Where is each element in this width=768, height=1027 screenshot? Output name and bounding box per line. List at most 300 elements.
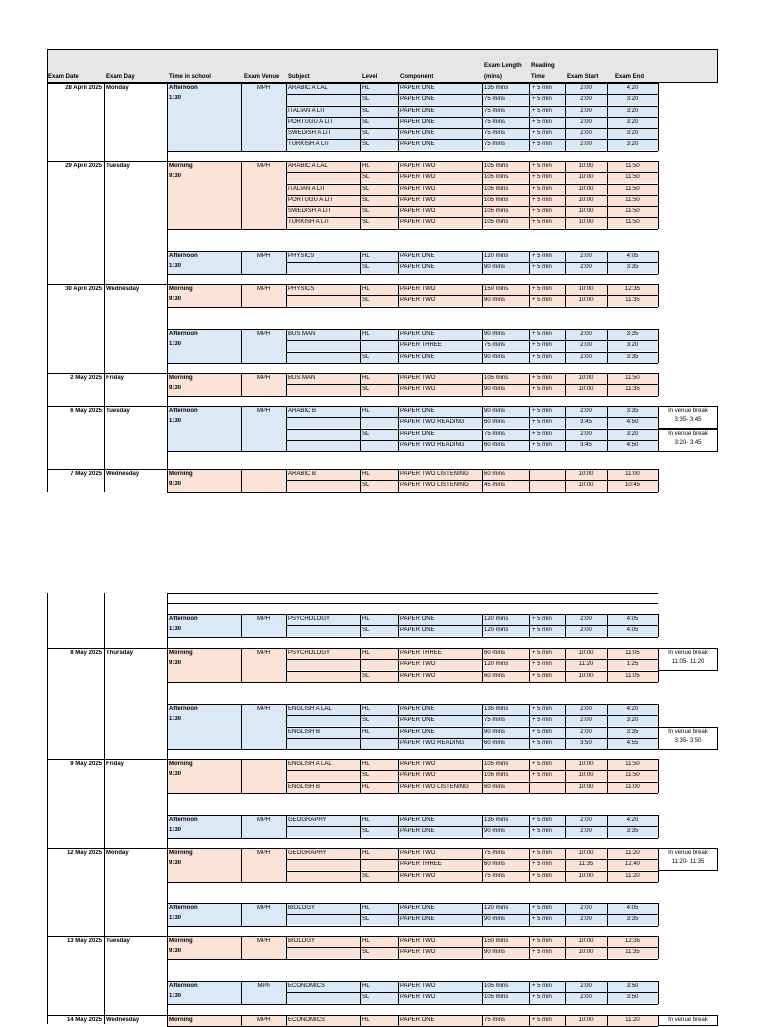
column-line bbox=[398, 284, 399, 307]
cell-subject: ARABIC B bbox=[288, 471, 317, 477]
exam-venue: MPH bbox=[256, 286, 271, 292]
cell-length: 60 mins bbox=[484, 442, 506, 448]
cell-length: 90 mins bbox=[484, 408, 506, 414]
row-divider bbox=[286, 128, 658, 129]
cell-reading: + 5 min bbox=[532, 673, 552, 679]
cell-component: PAPER TWO LISTENING bbox=[400, 784, 469, 790]
cell-end: 11:50 bbox=[625, 375, 640, 381]
cell-length: 105 mins bbox=[484, 772, 509, 778]
cell-end: 11:05 bbox=[625, 650, 640, 656]
row-divider bbox=[286, 727, 658, 728]
cell-end: 4:55 bbox=[626, 740, 639, 746]
cell-component: PAPER TWO bbox=[400, 949, 436, 955]
session-start-time: 9:30 bbox=[169, 660, 182, 666]
row-divider bbox=[286, 440, 658, 441]
session-top-line bbox=[167, 815, 286, 816]
column-line bbox=[529, 161, 530, 229]
cell-end: 4:20 bbox=[626, 817, 639, 823]
session-start-time: 9:30 bbox=[169, 385, 182, 391]
session-time: Afternoon bbox=[169, 253, 198, 259]
session-time: Afternoon bbox=[169, 85, 198, 91]
cell-reading: + 5 min bbox=[532, 253, 552, 259]
cell-subject: PHYSICS bbox=[288, 253, 315, 259]
cell-component: PAPER ONE bbox=[400, 331, 435, 337]
exam-date: 28 April 2025 bbox=[65, 85, 102, 91]
cell-end: 4:05 bbox=[626, 627, 639, 633]
cell-length: 120 mins bbox=[484, 253, 509, 259]
session-top-line bbox=[167, 251, 286, 252]
column-line bbox=[658, 83, 659, 151]
cell-end: 4:05 bbox=[626, 616, 639, 622]
note-line-1: In venue break bbox=[668, 850, 708, 856]
cell-length: 105 mins bbox=[484, 174, 509, 180]
venue-break-note bbox=[658, 429, 718, 452]
cell-length: 75 mins bbox=[484, 342, 506, 348]
session-start-time: 1:30 bbox=[169, 626, 182, 632]
cell-reading: + 5 min bbox=[532, 286, 552, 292]
cell-length: 90 mins bbox=[484, 949, 506, 955]
cell-length: 135 mins bbox=[484, 85, 509, 91]
cell-length: 75 mins bbox=[484, 108, 506, 114]
column-line bbox=[565, 936, 566, 959]
cell-component: PAPER ONE bbox=[400, 916, 435, 922]
cell-reading: + 5 min bbox=[532, 174, 552, 180]
header-exam-length-unit: (mins) bbox=[484, 74, 502, 80]
column-line bbox=[607, 469, 608, 492]
row-divider bbox=[286, 172, 658, 173]
cell-end: 3:20 bbox=[626, 108, 639, 114]
session-top-line bbox=[167, 284, 286, 285]
row-divider bbox=[286, 759, 658, 760]
column-line bbox=[565, 83, 566, 151]
note-line-1: In venue break bbox=[668, 650, 708, 656]
cell-start: 2:00 bbox=[580, 994, 592, 1000]
cell-end: 11:35 bbox=[625, 949, 640, 955]
cell-end: 3:20 bbox=[626, 119, 639, 125]
column-line bbox=[482, 373, 483, 396]
header-component: Component bbox=[400, 74, 434, 80]
session-bottom-line bbox=[167, 274, 658, 275]
column-line bbox=[360, 815, 361, 838]
cell-end: 3:35 bbox=[626, 828, 639, 834]
cell-start: 10:00 bbox=[578, 482, 594, 488]
column-line bbox=[360, 251, 361, 274]
row-divider bbox=[286, 106, 658, 107]
column-line bbox=[529, 614, 530, 637]
exam-day: Monday bbox=[106, 850, 129, 856]
column-line bbox=[482, 614, 483, 637]
cell-level: HL bbox=[362, 850, 370, 856]
cell-component: PAPER ONE bbox=[400, 130, 435, 136]
column-line bbox=[360, 373, 361, 396]
exam-day: Friday bbox=[106, 761, 125, 767]
cell-component: PAPER ONE bbox=[400, 108, 435, 114]
column-line bbox=[565, 903, 566, 926]
cell-level: SL bbox=[362, 873, 370, 879]
column-line bbox=[565, 704, 566, 749]
spacer-line bbox=[167, 603, 658, 604]
cell-start: 10:00 bbox=[578, 873, 594, 879]
cell-end: 3:35 bbox=[626, 916, 639, 922]
cell-reading: + 5 min bbox=[532, 905, 552, 911]
cell-length: 105 mins bbox=[484, 219, 509, 225]
header-reading: Reading bbox=[531, 63, 555, 69]
cell-subject: PORTUGU A LIT bbox=[288, 119, 334, 125]
cell-component: PAPER TWO LISTENING bbox=[400, 482, 469, 488]
page-column-line bbox=[167, 593, 168, 1024]
column-line bbox=[529, 815, 530, 838]
cell-component: PAPER TWO bbox=[400, 673, 436, 679]
cell-length: 60 mins bbox=[484, 673, 506, 679]
cell-reading: + 5 min bbox=[532, 163, 552, 169]
session-bottom-line bbox=[167, 1004, 658, 1005]
cell-reading: + 5 min bbox=[532, 419, 552, 425]
cell-length: 135 mins bbox=[484, 706, 509, 712]
cell-end: 12:40 bbox=[624, 861, 640, 867]
cell-level: SL bbox=[362, 386, 370, 392]
column-line bbox=[286, 329, 287, 363]
cell-start: 2:00 bbox=[580, 916, 592, 922]
cell-start: 2:00 bbox=[580, 729, 592, 735]
row-divider bbox=[286, 981, 658, 982]
column-line bbox=[482, 329, 483, 363]
session-top-line bbox=[167, 83, 286, 84]
cell-level: HL bbox=[362, 163, 370, 169]
cell-subject: PHYSICS bbox=[288, 286, 315, 292]
session-time: Afternoon bbox=[169, 983, 198, 989]
session-bottom-line bbox=[167, 396, 658, 397]
session-time: Morning bbox=[169, 163, 193, 169]
column-line bbox=[286, 251, 287, 274]
cell-start: 10:00 bbox=[578, 650, 594, 656]
cell-start: 2:00 bbox=[580, 264, 592, 270]
column-line bbox=[398, 251, 399, 274]
column-line bbox=[398, 936, 399, 959]
cell-end: 3:50 bbox=[626, 994, 639, 1000]
cell-reading: + 5 min bbox=[532, 828, 552, 834]
page-column-line bbox=[167, 83, 168, 492]
exam-date: 30 April 2025 bbox=[65, 286, 102, 292]
session-start-time: 9:30 bbox=[169, 771, 182, 777]
cell-end: 11:50 bbox=[625, 186, 640, 192]
cell-length: 75 mins bbox=[484, 1017, 506, 1023]
session-time: Afternoon bbox=[169, 408, 198, 414]
row-divider bbox=[286, 614, 658, 615]
exam-venue: MPH bbox=[256, 850, 271, 856]
cell-length: 150 mins bbox=[484, 286, 509, 292]
cell-end: 4:05 bbox=[626, 905, 639, 911]
header-exam-day: Exam Day bbox=[106, 74, 135, 80]
row-divider bbox=[286, 914, 658, 915]
cell-reading: + 5 min bbox=[532, 650, 552, 656]
row-divider bbox=[286, 815, 658, 816]
column-line bbox=[398, 373, 399, 396]
cell-component: PAPER THREE bbox=[400, 861, 442, 867]
cell-level: HL bbox=[362, 650, 370, 656]
session-start-time: 1:30 bbox=[169, 827, 182, 833]
cell-start: 2:00 bbox=[580, 119, 592, 125]
cell-length: 150 mins bbox=[484, 938, 509, 944]
cell-start: 2:00 bbox=[580, 253, 592, 259]
column-line bbox=[286, 648, 287, 682]
cell-level: SL bbox=[362, 431, 370, 437]
row-divider bbox=[286, 947, 658, 948]
cell-component: PAPER TWO bbox=[400, 286, 436, 292]
cell-component: PAPER TWO bbox=[400, 208, 436, 214]
exam-day: Tuesday bbox=[106, 938, 130, 944]
cell-reading: + 5 min bbox=[532, 219, 552, 225]
cell-length: 105 mins bbox=[484, 994, 509, 1000]
column-line bbox=[607, 614, 608, 637]
row-divider bbox=[286, 871, 658, 872]
session-top-line bbox=[167, 981, 286, 982]
column-line bbox=[360, 161, 361, 229]
cell-end: 3:20 bbox=[626, 96, 639, 102]
cell-component: PAPER TWO LISTENING bbox=[400, 471, 469, 477]
session-top-line bbox=[167, 648, 286, 649]
column-line bbox=[529, 648, 530, 682]
cell-component: PAPER ONE bbox=[400, 141, 435, 147]
row-divider bbox=[286, 469, 658, 470]
cell-start: 3:50 bbox=[580, 740, 592, 746]
cell-reading: + 5 min bbox=[532, 186, 552, 192]
cell-component: PAPER ONE bbox=[400, 616, 435, 622]
cell-end: 11:50 bbox=[625, 219, 640, 225]
column-line bbox=[360, 329, 361, 363]
column-line bbox=[360, 936, 361, 959]
exam-date: 13 May 2025 bbox=[66, 938, 102, 944]
row-divider bbox=[286, 251, 658, 252]
cell-start: 11:35 bbox=[578, 861, 594, 867]
cell-component: PAPER TWO bbox=[400, 186, 436, 192]
cell-level: HL bbox=[362, 784, 370, 790]
column-line bbox=[658, 614, 659, 637]
column-line bbox=[286, 704, 287, 749]
cell-component: PAPER ONE bbox=[400, 354, 435, 360]
cell-reading: + 5 min bbox=[532, 408, 552, 414]
cell-length: 75 mins bbox=[484, 717, 506, 723]
cell-end: 12:35 bbox=[624, 286, 640, 292]
column-line bbox=[565, 759, 566, 793]
column-line bbox=[607, 648, 608, 682]
cell-reading: + 5 min bbox=[532, 706, 552, 712]
cell-component: PAPER ONE bbox=[400, 119, 435, 125]
session-top-line bbox=[167, 1015, 286, 1016]
session-start-time: 1:30 bbox=[169, 263, 182, 269]
cell-length: 105 mins bbox=[484, 197, 509, 203]
note-line-2: 3:35- 3:50 bbox=[674, 738, 702, 744]
cell-end: 3:50 bbox=[626, 983, 639, 989]
cell-end: 11:35 bbox=[625, 297, 640, 303]
column-line bbox=[658, 936, 659, 959]
session-time: Morning bbox=[169, 471, 193, 477]
cell-reading: + 5 min bbox=[532, 297, 552, 303]
cell-component: PAPER TWO bbox=[400, 938, 436, 944]
cell-length: 90 mins bbox=[484, 331, 506, 337]
column-line bbox=[607, 903, 608, 926]
session-start-time: 9:30 bbox=[169, 481, 182, 487]
column-line bbox=[607, 981, 608, 1004]
cell-length: 75 mins bbox=[484, 96, 506, 102]
cell-level: SL bbox=[362, 208, 370, 214]
cell-start: 2:00 bbox=[580, 983, 592, 989]
cell-component: PAPER TWO bbox=[400, 994, 436, 1000]
session-start-time: 1:30 bbox=[169, 341, 182, 347]
cell-length: 105 mins bbox=[484, 208, 509, 214]
note-line-2: 3:20- 3:45 bbox=[674, 440, 702, 446]
column-line bbox=[529, 936, 530, 959]
column-line bbox=[529, 251, 530, 274]
cell-subject: SWEDISH A LIT bbox=[288, 208, 332, 214]
cell-subject: SWEDISH A LIT bbox=[288, 130, 332, 136]
cell-end: 11:35 bbox=[625, 386, 640, 392]
session-fill bbox=[241, 83, 286, 151]
column-line bbox=[529, 848, 530, 882]
column-line bbox=[658, 815, 659, 838]
column-line bbox=[398, 759, 399, 793]
cell-length: 45 mins bbox=[484, 482, 506, 488]
cell-level: HL bbox=[362, 331, 370, 337]
column-line bbox=[482, 406, 483, 451]
row-divider bbox=[286, 715, 658, 716]
exam-date: 12 May 2025 bbox=[66, 850, 102, 856]
session-time: Afternoon bbox=[169, 616, 198, 622]
cell-component: PAPER TWO bbox=[400, 375, 436, 381]
column-line bbox=[607, 848, 608, 882]
column-line bbox=[658, 373, 659, 396]
cell-level: SL bbox=[362, 119, 370, 125]
row-divider bbox=[286, 117, 658, 118]
column-line bbox=[398, 469, 399, 492]
exam-day: Tuesday bbox=[106, 163, 130, 169]
cell-subject: ECONOMICS bbox=[288, 983, 326, 989]
exam-venue: MPH bbox=[256, 616, 271, 622]
cell-component: PAPER ONE bbox=[400, 408, 435, 414]
row-divider bbox=[286, 329, 658, 330]
cell-end: 3:35 bbox=[626, 354, 639, 360]
cell-component: PAPER ONE bbox=[400, 96, 435, 102]
cell-level: HL bbox=[362, 706, 370, 712]
cell-length: 60 mins bbox=[484, 740, 506, 746]
cell-end: 11:00 bbox=[625, 471, 640, 477]
cell-subject: ENGLISH A LAL bbox=[288, 761, 332, 767]
session-top-line bbox=[167, 936, 286, 937]
session-bottom-line bbox=[167, 451, 658, 452]
session-top-line bbox=[167, 848, 286, 849]
exam-venue: MPH bbox=[256, 375, 271, 381]
cell-end: 3:20 bbox=[626, 717, 639, 723]
exam-venue: MPH bbox=[256, 817, 271, 823]
cell-start: 2:00 bbox=[580, 431, 592, 437]
cell-level: HL bbox=[362, 817, 370, 823]
column-line bbox=[565, 329, 566, 363]
session-top-line bbox=[167, 406, 286, 407]
note-line-2: 11:20- 11:35 bbox=[671, 859, 705, 865]
column-line bbox=[607, 936, 608, 959]
column-line bbox=[482, 936, 483, 959]
cell-length: 75 mins bbox=[484, 130, 506, 136]
cell-component: PAPER TWO bbox=[400, 661, 436, 667]
cell-level: SL bbox=[362, 828, 370, 834]
column-line bbox=[529, 284, 530, 307]
cell-reading: + 5 min bbox=[532, 386, 552, 392]
column-line bbox=[360, 981, 361, 1004]
cell-level: HL bbox=[362, 1017, 370, 1023]
cell-length: 135 mins bbox=[484, 817, 509, 823]
cell-start: 2:00 bbox=[580, 108, 592, 114]
cell-end: 4:05 bbox=[626, 253, 639, 259]
cell-length: 75 mins bbox=[484, 850, 506, 856]
page-column-line bbox=[104, 83, 105, 492]
column-line bbox=[565, 848, 566, 882]
column-line bbox=[482, 161, 483, 229]
day-top-line bbox=[47, 373, 167, 374]
session-top-line bbox=[167, 614, 286, 615]
exam-day: Wednesday bbox=[106, 471, 140, 477]
column-line bbox=[565, 614, 566, 637]
row-divider bbox=[286, 295, 658, 296]
cell-level: SL bbox=[362, 186, 370, 192]
cell-reading: + 5 min bbox=[532, 354, 552, 360]
column-line bbox=[658, 759, 659, 793]
column-line bbox=[360, 469, 361, 492]
cell-component: PAPER ONE bbox=[400, 627, 435, 633]
column-line bbox=[286, 469, 287, 492]
note-line-1: In venue break bbox=[668, 1017, 708, 1023]
cell-end: 11:20 bbox=[625, 850, 640, 856]
cell-subject: ECONOMICS bbox=[288, 1017, 326, 1023]
venue-break-note bbox=[658, 406, 718, 429]
exam-day: Friday bbox=[106, 375, 125, 381]
day-top-line bbox=[47, 469, 167, 470]
column-line bbox=[607, 1015, 608, 1026]
session-start-time: 1:30 bbox=[169, 993, 182, 999]
column-line bbox=[607, 161, 608, 229]
column-line bbox=[529, 704, 530, 749]
column-line bbox=[398, 815, 399, 838]
cell-length: 120 mins bbox=[484, 616, 509, 622]
note-line-1: In venue break bbox=[668, 408, 708, 414]
row-divider bbox=[286, 903, 658, 904]
day-top-line bbox=[47, 648, 167, 649]
cell-level: SL bbox=[362, 627, 370, 633]
cell-subject: BUS MAN bbox=[288, 375, 316, 381]
column-line bbox=[565, 161, 566, 229]
column-line bbox=[286, 848, 287, 882]
cell-start: 10:00 bbox=[578, 772, 594, 778]
session-bottom-line bbox=[167, 229, 658, 230]
cell-end: 4:50 bbox=[626, 419, 639, 425]
cell-subject: PSYCHOLOGY bbox=[288, 650, 331, 656]
row-divider bbox=[286, 859, 658, 860]
exam-day: Monday bbox=[106, 85, 129, 91]
column-line bbox=[398, 406, 399, 451]
session-top-line bbox=[167, 759, 286, 760]
cell-start: 10:00 bbox=[578, 386, 594, 392]
cell-subject: BIOLOGY bbox=[288, 905, 316, 911]
session-fill bbox=[167, 161, 241, 229]
column-line bbox=[529, 981, 530, 1004]
cell-start: 3:45 bbox=[580, 442, 592, 448]
cell-end: 12:35 bbox=[624, 938, 640, 944]
cell-start: 10:00 bbox=[578, 297, 594, 303]
cell-reading: + 5 min bbox=[532, 96, 552, 102]
cell-component: PAPER TWO bbox=[400, 386, 436, 392]
row-divider bbox=[286, 770, 658, 771]
column-line bbox=[286, 903, 287, 926]
exam-venue: MPH bbox=[256, 706, 271, 712]
column-line bbox=[482, 903, 483, 926]
